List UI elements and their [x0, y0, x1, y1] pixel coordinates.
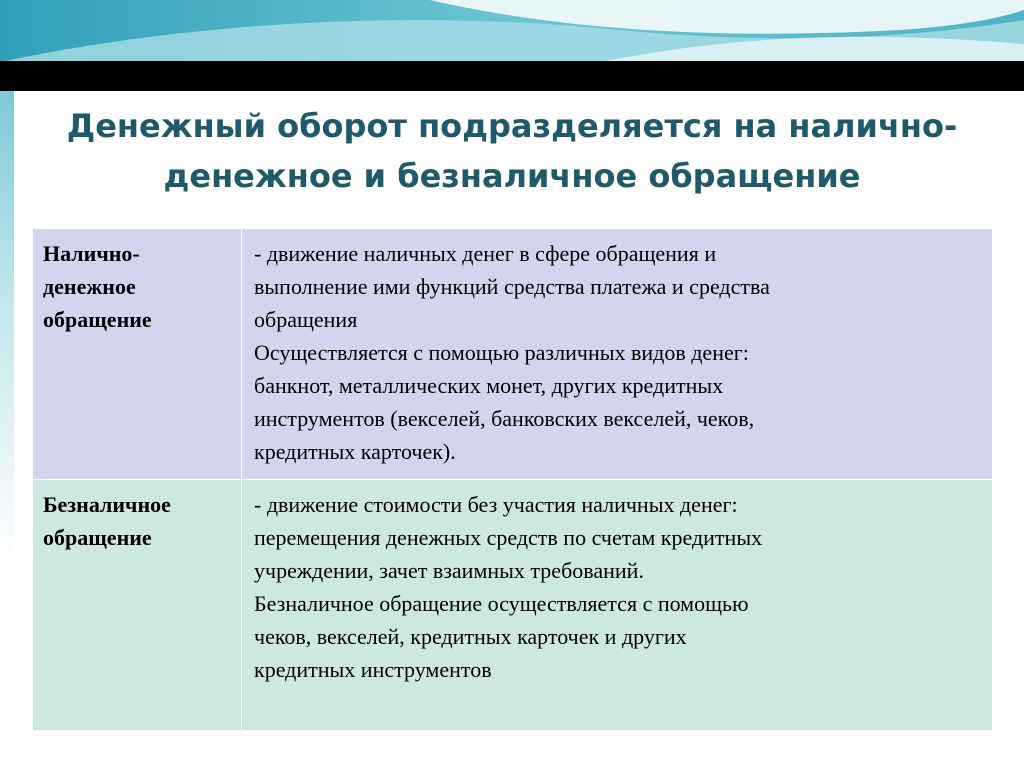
- header-black-bar: [0, 61, 1024, 91]
- description-line: Осуществляется с помощью различных видов денег:: [254, 340, 749, 365]
- term-cell: [33, 229, 242, 480]
- description-text: [242, 480, 992, 686]
- slide-title: [20, 101, 1004, 201]
- description-line: кредитных инструментов: [254, 657, 492, 682]
- description-cell: [242, 480, 993, 731]
- description-line: кредитных карточек).: [254, 439, 456, 464]
- description-line: перемещения денежных средств по счетам кредитных: [254, 525, 763, 550]
- term-label: Безналичное обращение: [43, 492, 171, 550]
- title-line: денежное и безналичное обращение: [163, 157, 861, 195]
- table-row-noncash-circulation: [33, 480, 993, 731]
- left-edge-decoration: [0, 91, 14, 768]
- description-cell: [242, 229, 993, 480]
- description-text: [242, 229, 992, 468]
- description-line: - движение наличных денег в сфере обращения и: [254, 241, 717, 266]
- title-line: Денежный оборот подразделяется на налично-: [66, 107, 958, 145]
- term-cell: [33, 480, 242, 731]
- description-line: чеков, векселей, кредитных карточек и других: [254, 624, 687, 649]
- definitions-table: [32, 228, 993, 731]
- description-line: инструментов (векселей, банковских векселей, чеков,: [254, 406, 755, 431]
- description-line: учреждении, зачет взаимных требований.: [254, 558, 644, 583]
- term-label: Налично- денежное обращение: [43, 241, 152, 332]
- description-line: Безналичное обращение осуществляется с помощью: [254, 591, 749, 616]
- description-line: - движение стоимости без участия наличных денег:: [254, 492, 738, 517]
- description-line: выполнение ими функций средства платежа и средства: [254, 274, 770, 299]
- header-wave-decoration: [0, 0, 1024, 62]
- table-row-cash-circulation: [33, 229, 993, 480]
- description-line: банкнот, металлических монет, других кредитных: [254, 373, 724, 398]
- description-line: обращения: [254, 307, 358, 332]
